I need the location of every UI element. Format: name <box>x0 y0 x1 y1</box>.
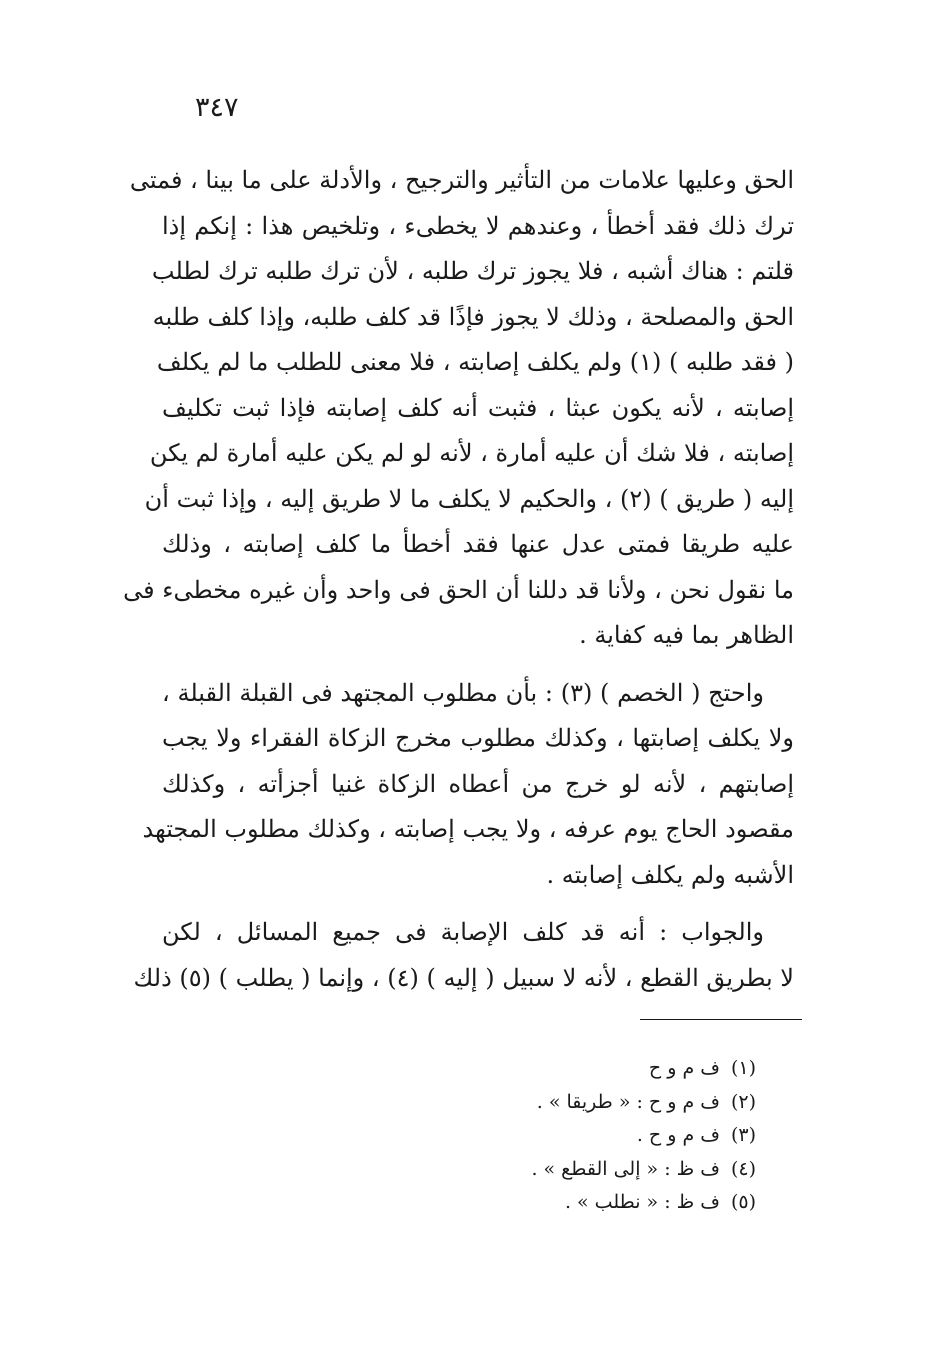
footnote-number: (٥) <box>730 1191 756 1213</box>
paragraph-1 <box>123 158 794 659</box>
footnote-text: ف ظ : « إلى القطع » . <box>531 1157 720 1180</box>
text-line: إصابتهم ، لأنه لو خرج من أعطاه الزكاة غنيا أجزأته ، وكذلك <box>162 769 794 798</box>
footnote-text: ف م و ح . <box>636 1124 720 1146</box>
text-line: عليه طريقا فمتى عدل عنها فقد أخطأ ما كلف إصابته ، وذلك <box>162 530 794 558</box>
text-line: الأشبه ولم يكلف إصابته . <box>546 860 794 889</box>
text-line: ترك ذلك فقد أخطأ ، وعندهم لا يخطىء ، وتلخيص هذا : إنكم إذا <box>162 211 794 240</box>
footnote-number: (٢) <box>730 1090 756 1113</box>
paragraph-2 <box>142 671 794 899</box>
text-line: قلتم : هناك أشبه ، فلا يجوز ترك طلبه ، لأن ترك طلبه ترك لطلب <box>151 257 794 285</box>
text-line: الظاهر بما فيه كفاية . <box>579 621 794 649</box>
footnote-item <box>531 1119 756 1153</box>
page-number: ٣٤٧ <box>195 92 239 123</box>
footnote-item <box>531 1153 756 1187</box>
text-line: إصابته ، فلا شك أن عليه أمارة ، لأنه لو لم يكن عليه أمارة لم يكن <box>149 439 794 467</box>
footnote-text: ف م و ح <box>648 1057 720 1079</box>
footnote-number: (٣) <box>730 1124 756 1146</box>
text-line: الحق والمصلحة ، وذلك لا يجوز فإذًا قد كلف طلبه، وإذا كلف طلبه <box>152 302 794 331</box>
body-text <box>123 158 794 1013</box>
text-line: ( فقد طلبه ) (١) ولم يكلف إصابته ، فلا معنى للطلب ما لم يكلف <box>156 348 794 376</box>
text-line: واحتج ( الخصم ) (٣) : بأن مطلوب المجتهد فى القبلة القبلة ، <box>162 678 764 707</box>
text-line: ما نقول نحن ، ولأنا قد دللنا أن الحق فى واحد وأن غيره مخطىء فى <box>123 575 794 604</box>
footnote-text: ف م و ح : « طريقا » . <box>536 1090 720 1113</box>
footnotes-list <box>531 1052 756 1220</box>
text-line: الحق وعليها علامات من التأثير والترجيح ، والأدلة على ما بينا ، فمتى <box>129 166 794 194</box>
text-line: والجواب : أنه قد كلف الإصابة فى جميع المسائل ، لكن <box>162 918 764 946</box>
text-line: ولا يكلف إصابتها ، وكذلك مطلوب مخرج الزكاة الفقراء ولا يجب <box>162 724 794 752</box>
footnote-number: (١) <box>730 1057 756 1079</box>
footnote-number: (٤) <box>730 1157 756 1180</box>
footnote-text: ف ظ : « نطلب » . <box>564 1191 720 1213</box>
text-line: مقصود الحاج يوم عرفه ، ولا يجب إصابته ، وكذلك مطلوب المجتهد <box>142 815 794 843</box>
footnote-item <box>531 1052 756 1086</box>
paragraph-3 <box>133 910 794 1001</box>
footnote-item <box>531 1186 756 1220</box>
footnote-item <box>531 1086 756 1120</box>
text-line: إليه ( طريق ) (٢) ، والحكيم لا يكلف ما لا طريق إليه ، وإذا ثبت أن <box>144 484 794 513</box>
text-line: لا بطريق القطع ، لأنه لا سبيل ( إليه ) (٤) ، وإنما ( يطلب ) (٥) ذلك <box>133 963 794 992</box>
footnote-divider <box>640 1019 802 1020</box>
text-line: إصابته ، لأنه يكون عبثا ، فثبت أنه كلف إصابته فإذا ثبت تكليف <box>162 393 794 422</box>
